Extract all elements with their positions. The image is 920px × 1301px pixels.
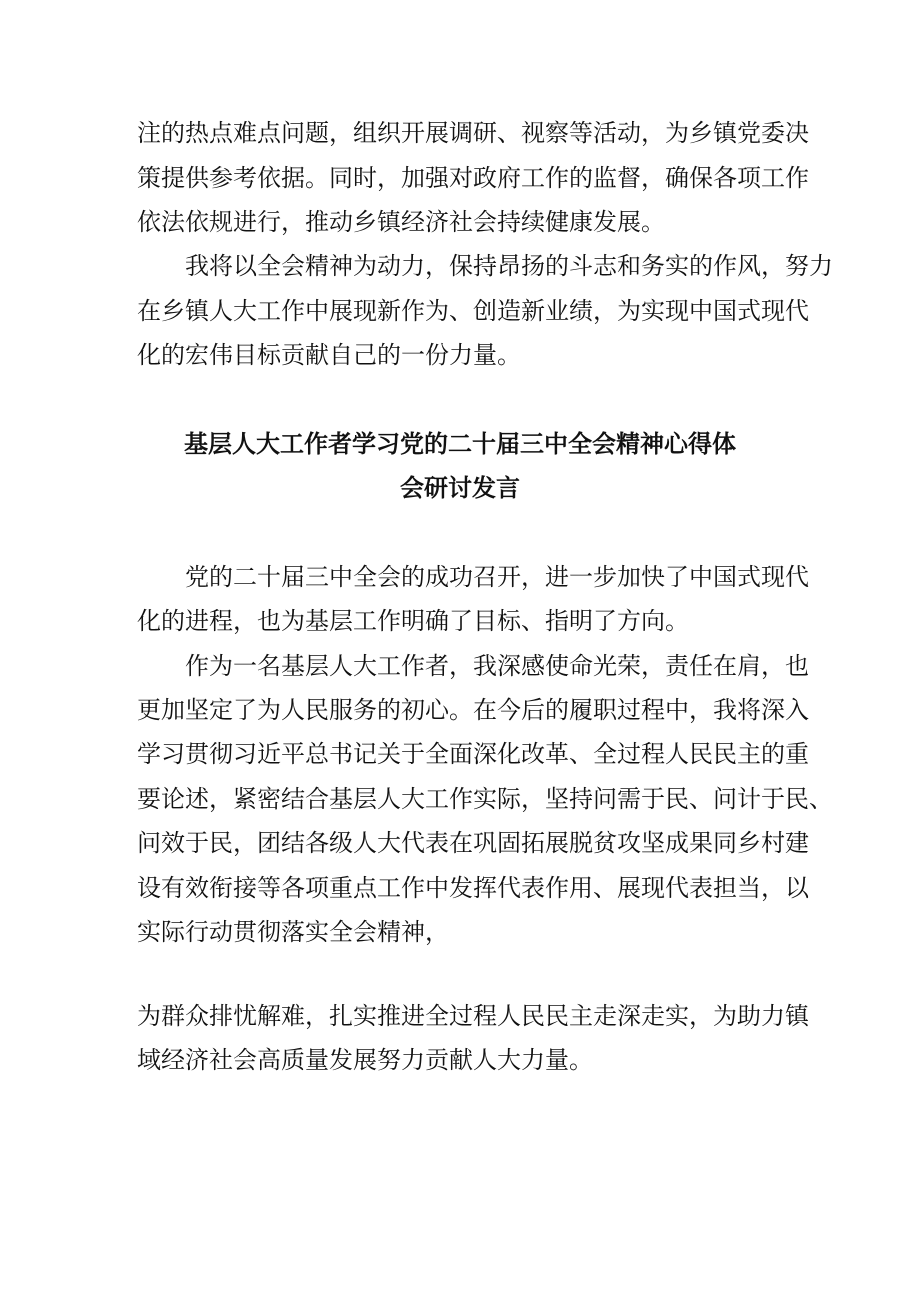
body-line: 为群众排忧解难，扎实推进全过程人民民主走深走实，为助力镇 [137,1002,809,1030]
body-line: 在乡镇人大工作中展现新作为、创造新业绩，为实现中国式现代 [137,297,809,325]
body-line: 注的热点难点问题，组织开展调研、视察等活动，为乡镇党委决 [137,119,809,147]
paragraph-first-line: 作为一名基层人大工作者，我深感使命光荣，责任在肩，也 [185,652,809,680]
body-line: 设有效衔接等各项重点工作中发挥代表作用、展现代表担当，以 [137,874,809,902]
body-line: 学习贯彻习近平总书记关于全面深化改革、全过程人民民主的重 [137,740,809,768]
body-line: 要论述，紧密结合基层人大工作实际，坚持问需于民、问计于民、 [137,785,833,813]
body-line: 问效于民，团结各级人大代表在巩固拓展脱贫攻坚成果同乡村建 [137,829,809,857]
body-line: 依法依规进行，推动乡镇经济社会持续健康发展。 [137,208,665,236]
body-line: 域经济社会高质量发展努力贡献人大力量。 [137,1046,593,1074]
body-line: 化的宏伟目标贡献自己的一份力量。 [137,341,521,369]
body-line: 化的进程，也为基层工作明确了目标、指明了方向。 [137,607,689,635]
paragraph-first-line: 党的二十届三中全会的成功召开，进一步加快了中国式现代 [185,563,809,591]
body-line: 实际行动贯彻落实全会精神， [137,918,449,946]
body-line: 策提供参考依据。同时，加强对政府工作的监督，确保各项工作 [137,164,809,192]
paragraph-first-line: 我将以全会精神为动力，保持昂扬的斗志和务实的作风，努力 [185,252,833,280]
document-title-line-2: 会研讨发言 [400,473,520,502]
body-line: 更加坚定了为人民服务的初心。在今后的履职过程中，我将深入 [137,696,809,724]
document-title-line-1: 基层人大工作者学习党的二十届三中全会精神心得体 [184,429,736,458]
